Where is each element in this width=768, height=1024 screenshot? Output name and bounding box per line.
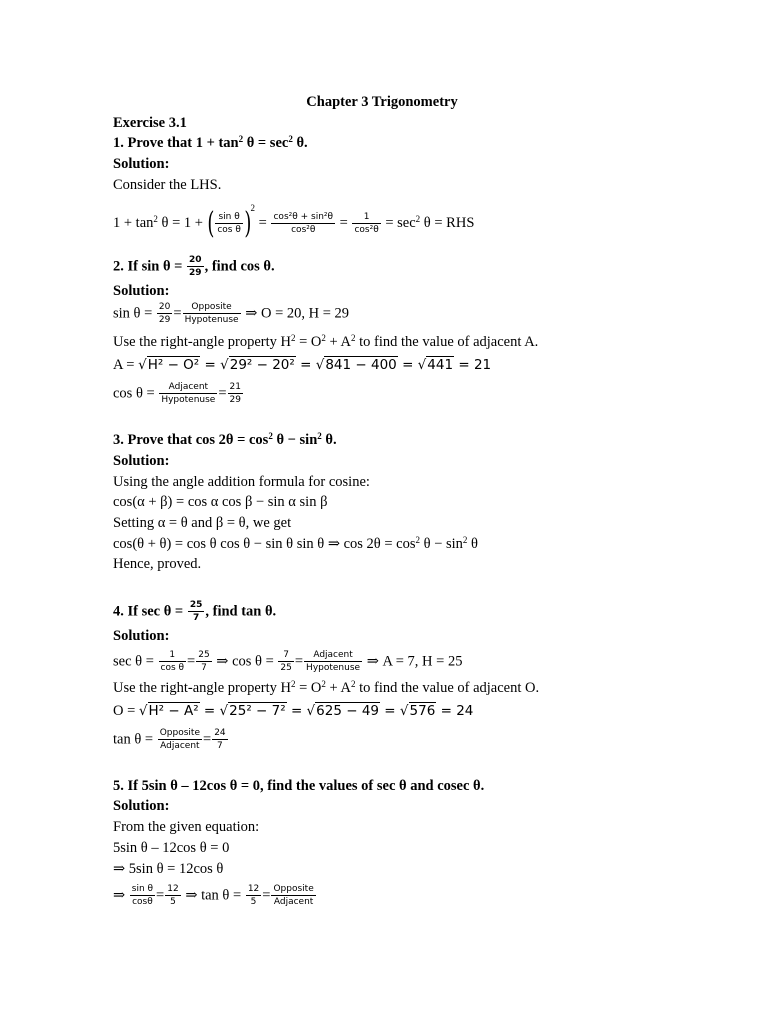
q5-line-3: ⇒ 5sin θ = 12cos θ [113, 861, 224, 877]
solution-label: Solution: [113, 453, 170, 469]
q3-line-1: Using the angle addition formula for cosine: [113, 474, 370, 490]
exercise-heading: Exercise 3.1 [113, 115, 187, 131]
fraction: $\frac{\text{sin θ}}{\cos\theta}$ [131, 884, 154, 907]
question-1-heading: 1. Prove that $1 + \tan^2 \theta = \sec^2 \theta$. [113, 134, 308, 151]
question-5-heading: 5. If 5sin θ – 12cos θ = 0, find the values of sec θ and cosec θ. [113, 778, 485, 794]
question-3-heading: 3. Prove that $\cos 2\theta = \cos^2 \theta - \sin^2 \theta$. [113, 431, 337, 448]
fraction: $\frac{20}{29}$ [158, 302, 171, 325]
q1-line-1: Consider the LHS. [113, 177, 222, 193]
fraction: $\frac{\text{Adjacent}}{\text{Hypotenuse}}$ [306, 650, 361, 673]
q5-line-1: From the given equation: [113, 819, 260, 835]
solution-label: Solution: [113, 283, 170, 299]
solution-label: Solution: [113, 156, 170, 172]
fraction: $\frac{\text{Opposite}}{\text{Adjacent}}$ [273, 884, 314, 907]
q2-line-1: sin θ = $\frac{20}{29}$ = $\frac{\text{Opposite}}{\text{Hypotenuse}}$ ⇒ O = 20, H = 29 [113, 302, 350, 325]
q5-line-2: 5sin θ – 12cos θ = 0 [113, 840, 230, 856]
q3-line-2: cos(α + β) = cos α cos β − sin α sin β [113, 494, 328, 510]
fraction: $\frac{21}{29}$ [229, 382, 241, 405]
question-4-heading: 4. If sec θ = $\frac{25}{7}$ , find tan θ. [113, 600, 277, 623]
q2-line-4: cos θ = $\frac{\text{Adjacent}}{\text{Hypotenuse}}$ = $\frac{21}{29}$ [113, 382, 241, 405]
question-2-heading: 2. If sin θ = $\frac{20}{29}$ , find cos θ. [113, 255, 275, 278]
fraction: $\frac{12}{5}$ [167, 884, 179, 907]
fraction: $\frac{\text{Adjacent}}{\text{Hypotenuse}}$ [161, 382, 216, 405]
fraction: $\frac{\text{sin θ}}{\text{cos θ}}$ [217, 211, 241, 235]
fraction: $\frac{12}{5}$ [247, 884, 260, 907]
q2-line-3: A = √H² − O² = √29² − 20² = √841 − 400 = √441 = 21 [113, 357, 492, 373]
fraction: $\frac{7}{25}$ [280, 650, 292, 673]
fraction: $\frac{20}{29}$ [189, 255, 202, 278]
fraction: $\frac{24}{7}$ [214, 728, 226, 751]
chapter-title: Chapter 3 Trigonometry [306, 94, 458, 110]
solution-label: Solution: [113, 798, 170, 814]
q2-line-2: Use the right-angle property $H^2 = O^2 + A^2$ to find the value of adjacent A. [113, 333, 539, 350]
fraction: $\frac{1}{\text{cos²θ}}$ [354, 211, 379, 235]
fraction: $\frac{1}{\text{cos θ}}$ [160, 650, 185, 673]
q1-equation: $1 + \tan^2 \theta = 1$ + ( $\frac{\text{sin θ}}{\text{cos θ}}$ )2 = $\frac{\text{cos²θ + sin²θ}}{\text{cos²θ}}$ = $\frac{1}{\text{cos²θ}}$ = $\sec^2 \theta$ = RHS [113, 203, 475, 241]
q3-line-4: cos(θ + θ) = cos θ cos θ − sin θ sin θ ⇒ $\cos 2\theta = \cos^2 \theta - \sin^2 \theta$ [113, 535, 478, 552]
q4-line-3: O = √H² − A² = √25² − 7² = √625 − 49 = √576 = 24 [113, 703, 474, 719]
q5-line-4: ⇒ $\frac{\text{sin θ}}{\cos\theta}$ = $\frac{12}{5}$ ⇒ tan θ = $\frac{12}{5}$ = $\frac{\text{Opposite}}{\text{Adjacent}}$ [113, 884, 314, 907]
q4-line-2: Use the right-angle property $H^2 = O^2 + A^2$ to find the value of adjacent O. [113, 679, 540, 696]
fraction: $\frac{\text{Opposite}}{\text{Adjacent}}$ [159, 728, 200, 751]
fraction: $\frac{25}{7}$ [198, 650, 210, 673]
q4-line-4: tan θ = $\frac{\text{Opposite}}{\text{Adjacent}}$ = $\frac{24}{7}$ [113, 728, 226, 751]
q3-line-5: Hence, proved. [113, 556, 202, 572]
fraction: $\frac{\text{Opposite}}{\text{Hypotenuse}}$ [184, 302, 239, 325]
fraction: $\frac{\text{cos²θ + sin²θ}}{\text{cos²θ}}$ [273, 211, 334, 235]
solution-label: Solution: [113, 628, 170, 644]
q3-line-3: Setting α = θ and β = θ, we get [113, 515, 292, 531]
fraction: $\frac{25}{7}$ [189, 600, 203, 623]
q4-line-1: sec θ = $\frac{1}{\text{cos θ}}$ = $\frac{25}{7}$ ⇒ cos θ = $\frac{7}{25}$ = $\frac{\text{Adjacent}}{\text{Hypotenuse}}$ ⇒ A = 7, H = 25 [113, 650, 463, 673]
